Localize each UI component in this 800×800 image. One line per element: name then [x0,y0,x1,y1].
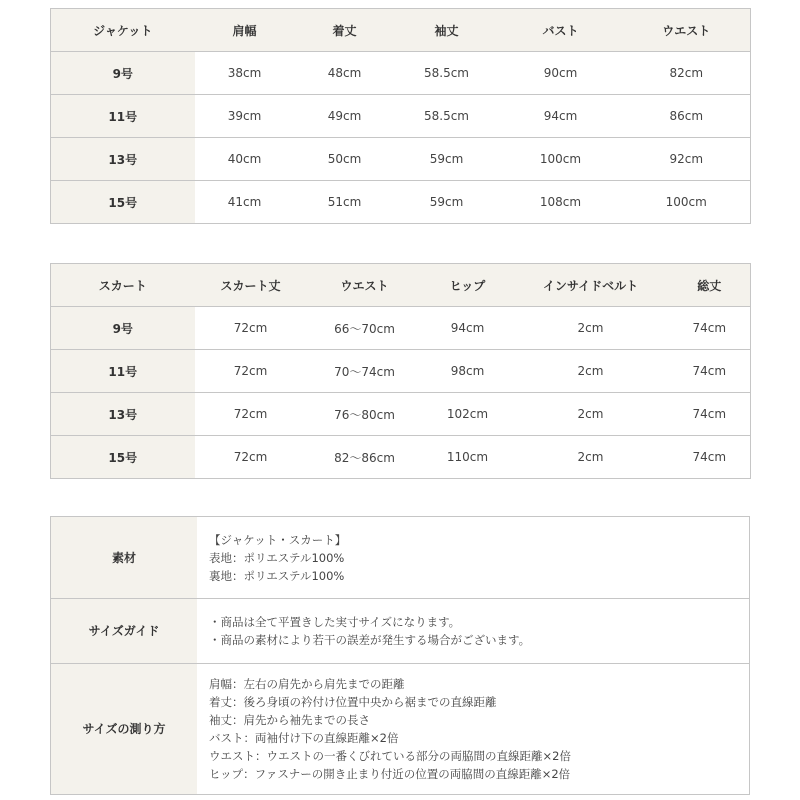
skirt-header-cell: ヒップ [423,264,513,307]
measure-row [51,664,750,795]
table-cell: 2cm [513,350,669,393]
table-cell: 72cm [195,436,307,479]
size-guide-line: ・商品の素材により若干の誤差が発生する場合がございます。 [209,633,531,647]
table-cell: 39cm [195,95,295,138]
table-cell: 82cm [623,52,751,95]
table-cell: 74cm [669,350,751,393]
table-cell: 50cm [295,138,395,181]
measure-line: 着丈：後ろ身頃の衿付け位置中央から裾までの直線距離 [209,695,497,709]
jacket-header-cell: ウエスト [623,9,751,52]
table-row [51,350,751,393]
table-cell: 59cm [395,138,499,181]
table-cell: 98cm [423,350,513,393]
table-cell: 74cm [669,393,751,436]
table-cell: 41cm [195,181,295,224]
table-cell: 92cm [623,138,751,181]
table-cell: 72cm [195,393,307,436]
material-line: 表地：ポリエステル100% [209,550,345,565]
size-label: 9号 [51,307,195,350]
table-row [51,95,751,138]
size-guide-label: サイズガイド [51,599,198,664]
measure-text [197,664,750,795]
table-cell: 100cm [623,181,751,224]
table-cell: 102cm [423,393,513,436]
size-label: 15号 [51,181,195,224]
skirt-header-cell: スカート丈 [195,264,307,307]
measure-label: サイズの測り方 [51,664,198,795]
jacket-header-cell: バスト [499,9,623,52]
measure-line: ウエスト：ウエストの一番くびれている部分の両脇間の直線距離×2倍 [209,749,571,763]
table-cell: 58.5cm [395,52,499,95]
table-cell: 66〜70cm [307,307,423,350]
product-info-table [50,516,750,795]
table-cell: 49cm [295,95,395,138]
skirt-size-table [50,263,751,479]
table-cell: 38cm [195,52,295,95]
size-guide-text [197,599,750,664]
table-cell: 2cm [513,307,669,350]
table-row [51,393,751,436]
size-guide-line: ・商品は全て平置きした実寸サイズになります。 [209,615,461,629]
table-cell: 108cm [499,181,623,224]
size-guide-row [51,599,750,664]
jacket-header-cell: ジャケット [51,9,195,52]
size-label: 15号 [51,436,195,479]
table-cell: 72cm [195,350,307,393]
table-cell: 51cm [295,181,395,224]
table-cell: 74cm [669,307,751,350]
table-cell: 2cm [513,436,669,479]
jacket-header-cell: 着丈 [295,9,395,52]
size-label: 9号 [51,52,195,95]
skirt-header-cell: スカート [51,264,195,307]
measure-line: バスト：両袖付け下の直線距離×2倍 [209,731,399,745]
measure-line: 袖丈：肩先から袖先までの長さ [209,713,370,727]
table-cell: 100cm [499,138,623,181]
table-row [51,181,751,224]
jacket-header-cell: 袖丈 [395,9,499,52]
table-cell: 59cm [395,181,499,224]
table-cell: 40cm [195,138,295,181]
material-row [51,517,750,599]
table-cell: 90cm [499,52,623,95]
table-cell: 48cm [295,52,395,95]
material-line: 【ジャケット・スカート】 [209,532,347,547]
material-text [197,517,750,599]
jacket-header-cell: 肩幅 [195,9,295,52]
table-cell: 2cm [513,393,669,436]
material-line: 裏地：ポリエステル100% [209,568,345,583]
table-cell: 94cm [499,95,623,138]
skirt-header-cell: 総丈 [669,264,751,307]
size-label: 11号 [51,95,195,138]
skirt-header-cell: ウエスト [307,264,423,307]
skirt-header-row [51,264,751,307]
size-label: 13号 [51,393,195,436]
table-cell: 58.5cm [395,95,499,138]
table-cell: 94cm [423,307,513,350]
table-cell: 86cm [623,95,751,138]
table-row [51,307,751,350]
jacket-header-row [51,9,751,52]
size-label: 13号 [51,138,195,181]
table-row [51,436,751,479]
table-cell: 76〜80cm [307,393,423,436]
jacket-size-table [50,8,751,224]
table-cell: 72cm [195,307,307,350]
table-row [51,138,751,181]
measure-line: ヒップ：ファスナーの開き止まり付近の位置の両脇間の直線距離×2倍 [209,767,571,781]
table-cell: 82〜86cm [307,436,423,479]
table-cell: 110cm [423,436,513,479]
table-row [51,52,751,95]
size-label: 11号 [51,350,195,393]
material-label: 素材 [51,517,198,599]
table-cell: 70〜74cm [307,350,423,393]
measure-line: 肩幅：左右の肩先から肩先までの距離 [209,677,405,691]
skirt-header-cell: インサイドベルト [513,264,669,307]
table-cell: 74cm [669,436,751,479]
